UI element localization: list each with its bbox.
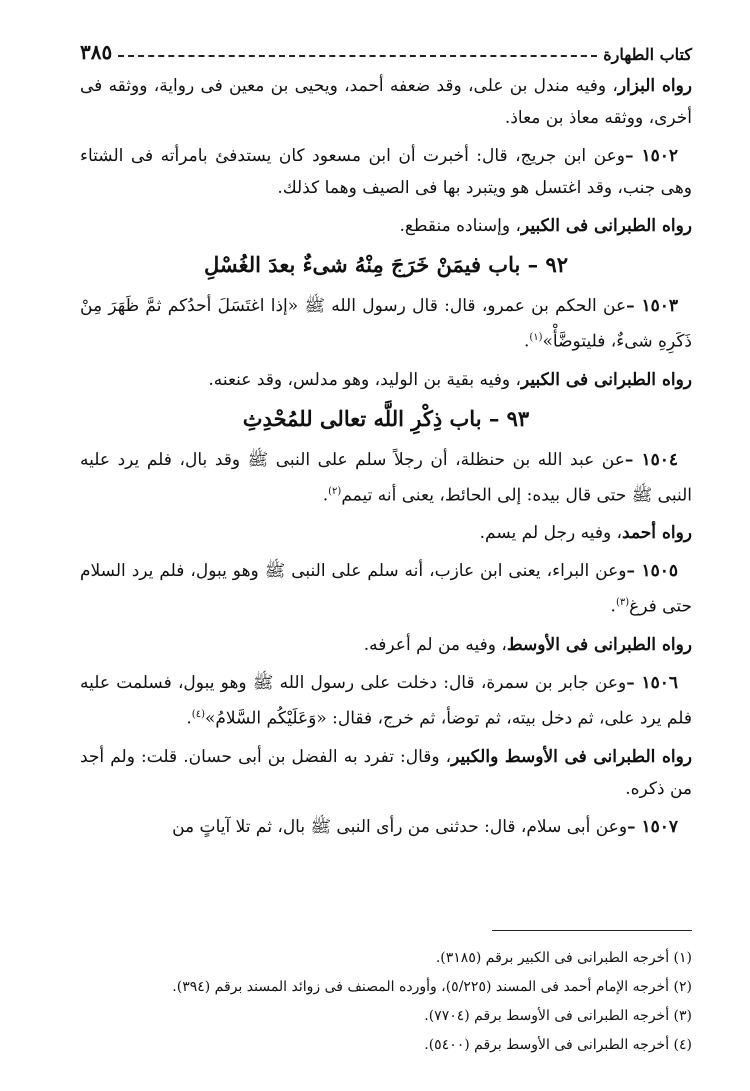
paragraph-end: . (186, 708, 192, 729)
footnotes (80, 944, 692, 1060)
footnote: (٤) أخرجه الطبرانى فى الأوسط برقم (٥٤٠٠). (424, 1037, 692, 1053)
paragraph-end: . (610, 596, 616, 617)
paragraph-text: ، وإسناده منقطع. (399, 216, 521, 236)
paragraph-text: ، وفيه مندل بن على، وقد ضعفه أحمد، ويحيى بن معين فى رواية، ووثقه فى أخرى، ووثقه معاذ بن معاذ. (80, 76, 692, 128)
paragraph-text: وعن جابر بن سمرة، قال: دخلت على رسول الله ﷺ وهو يبول، فسلمت عليه فلم يرد على، ثم دخل بيته، ثم توضأ، ثم خرج، فقال: «وَعَلَيْكُم السَّلامُ» (80, 672, 692, 729)
narrator-source: رواه البزار (617, 76, 692, 96)
narrator-source: رواه الطبرانى فى الأوسط (506, 634, 692, 655)
footnote-ref: (١) (529, 332, 543, 343)
hadith-number: ١٥٠٥ – (626, 561, 678, 582)
narrator-source: رواه أحمد (622, 523, 692, 544)
paragraph-text: ، وفيه من لم أعرفه. (363, 634, 507, 655)
hadith-paragraph (80, 290, 692, 358)
paragraph-text: عن الحكم بن عمرو، قال: قال رسول الله ﷺ «إذا اغتَسَلَ أحدُكم ثمَّ ظَهَرَ مِنْ ذَكَرِهِ شىءٌ، فليتوضَّأْ» (80, 296, 692, 352)
narration-paragraph (80, 629, 692, 661)
hadith-paragraph (80, 811, 692, 843)
narrator-source: رواه الطبرانى فى الأوسط والكبير (451, 746, 692, 767)
chapter-heading: ٩٣ – باب ذِكْرِ اللَّه تعالى للمُحْدِثِ (242, 405, 530, 431)
paragraph-text: ، وفيه رجل لم يسم. (479, 523, 623, 544)
narration-paragraph (80, 210, 692, 242)
hadith-number: ١٥٠٢ – (624, 146, 678, 166)
narration-paragraph (80, 364, 692, 396)
page-number: ٣٨٥ (80, 40, 113, 64)
paragraph-text: وعن البراء، يعنى ابن عازب، أنه سلم على النبى ﷺ وهو يبول، فلم يرد السلام حتى فرغ (80, 561, 692, 617)
hadith-paragraph (80, 140, 692, 204)
paragraph-end: . (523, 331, 530, 352)
running-title: كتاب الطهارة (603, 45, 692, 64)
hadith-number: ١٥٠٦ – (626, 672, 678, 693)
hadith-number: ١٥٠٧ – (627, 816, 678, 837)
footnote-divider (492, 930, 692, 931)
footnote: (٣) أخرجه الطبرانى فى الأوسط برقم (٧٧٠٤). (424, 1008, 692, 1024)
paragraph-text: وعن أبى سلام، قال: حدثنى من رأى النبى ﷺ بال، ثم تلا آياتٍ من (172, 816, 628, 837)
footnote-ref: (٤) (191, 708, 205, 720)
narration-paragraph (80, 70, 692, 134)
paragraph-text: ، وفيه بقية بن الوليد، وهو مدلس، وقد عنعنه. (208, 369, 521, 390)
hadith-paragraph (80, 555, 692, 623)
footnote-ref: (٢) (328, 485, 342, 497)
page-body (80, 70, 692, 849)
hadith-paragraph (80, 667, 692, 735)
narration-paragraph (80, 517, 692, 549)
chapter-heading: ٩٢ – باب فيمَنْ خَرَجَ مِنْهُ شىءٌ بعدَ الغُسْلِ (203, 252, 568, 277)
paragraph-text: عن عبد الله بن حنظلة، أن رجلاً سلم على النبى ﷺ وقد بال، فلم يرد عليه النبى ﷺ حتى قال بيده: إلى الحائط، يعنى أنه تيمم (80, 449, 692, 506)
paragraph-text: وعن ابن جريج، قال: أخبرت أن ابن مسعود كان يستدفئ بامرأته فى الشتاء وهى جنب، وقد اغتسل هو ويتبرد بها فى الصيف وهما كذلك. (80, 146, 692, 198)
hadith-number: ١٥٠٤ – (624, 449, 678, 470)
paragraph-text: ، وقال: تفرد به الفضل بن أبى حسان. قلت: ولم أجد من ذكره. (80, 746, 692, 799)
hadith-number: ١٥٠٣ – (626, 296, 678, 316)
page-header (80, 30, 692, 64)
paragraph-end: . (322, 485, 329, 506)
footnote-ref: (٣) (615, 597, 630, 609)
footnote: (٢) أخرجه الإمام أحمد فى المسند (٥/٢٢٥)، وأورده المصنف فى زوائد المسند برقم (٣٩٤). (172, 979, 692, 995)
narration-paragraph (80, 741, 692, 805)
hadith-paragraph (80, 444, 692, 512)
narrator-source: رواه الطبرانى فى الكبير (520, 369, 692, 390)
footnote: (١) أخرجه الطبرانى فى الكبير برقم (٣١٨٥). (435, 950, 692, 966)
header-rule (118, 55, 597, 57)
narrator-source: رواه الطبرانى فى الكبير (520, 216, 692, 236)
